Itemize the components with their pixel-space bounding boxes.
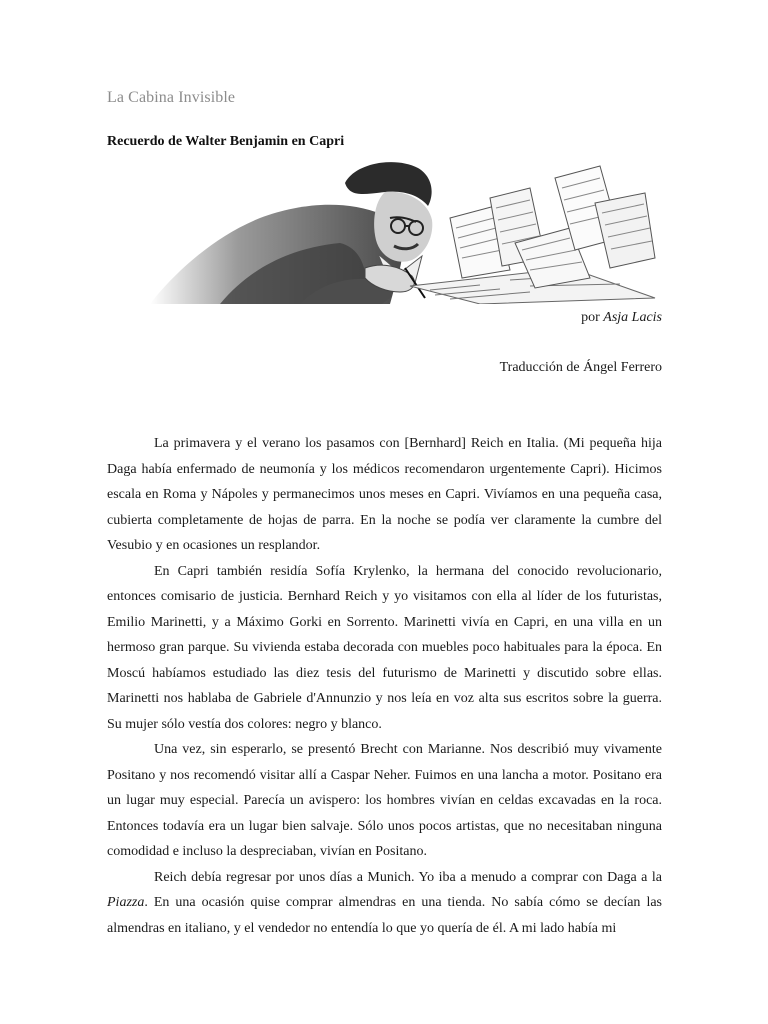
paragraph-text: Reich debía regresar por unos días a Munich. Yo iba a menudo a comprar con Daga a la (154, 869, 662, 885)
byline-prefix: por (581, 310, 604, 325)
author-name: Asja Lacis (603, 310, 662, 325)
paragraph (107, 431, 662, 559)
paragraph-text: En Capri también residía Sofía Krylenko, la hermana del conocido revolucionario, entonces comisario de justicia. Bernhard Reich y yo visitamos con ella al líder de los futuristas, Emilio Marinetti, y a Máximo Gorki en Sorrento. Marinetti vivía en Capri, en una villa en un hermoso gran parque. Su vivienda estaba decorada con muebles poco habituales para la época. En Moscú habíamos estudiado las diez tesis del futurismo de Marinetti y discutido sobre ellas. Marinetti nos hablaba de Gabriele d'Annunzio y nos leía en voz alta sus escritos sobre la guerra. Su mujer sólo vestía dos colores: negro y blanco. (107, 563, 662, 732)
paragraph-text: La primavera y el verano los pasamos con [Bernhard] Reich en Italia. (Mi pequeña hija Daga había enfermado de neumonía y los médicos recomendaron urgentemente Capri). Hicimos escala en Roma y Nápoles y permanecimos unos meses en Capri. Vivíamos en una pequeña casa, cubierta completamente de hojas de parra. En la noche se podía ver claramente la cumbre del Vesubio y en ocasiones un resplandor. (107, 436, 662, 553)
article-title: Recuerdo de Walter Benjamin en Capri (107, 134, 345, 149)
paragraph-text: . En una ocasión quise comprar almendras en una tienda. No sabía cómo se decían las almendras en italiano, y el vendedor no entendía lo que yo quería de él. A mi lado había mi (107, 895, 662, 936)
paragraph (107, 559, 662, 738)
article-body (107, 431, 662, 941)
paragraph (107, 737, 662, 865)
italic-term: Piazza (107, 895, 145, 910)
benjamin-writing-illustration-icon (150, 158, 662, 304)
paragraph (107, 865, 662, 942)
translator-credit: Traducción de Ángel Ferrero (499, 360, 662, 375)
paragraph-text: Una vez, sin esperarlo, se presentó Brecht con Marianne. Nos describió muy vivamente Positano y nos recomendó visitar allí a Caspar Neher. Fuimos en una lancha a motor. Positano era un lugar muy especial. Parecía un avispero: los hombres vivían en celdas excavadas en la roca. Entonces todavía era un lugar bien salvaje. Sólo unos pocos artistas, que no necesitaban ninguna comodidad e incluso la despreciaban, vivían en Positano. (107, 742, 662, 859)
byline (581, 310, 662, 326)
blog-title: La Cabina Invisible (107, 89, 236, 106)
